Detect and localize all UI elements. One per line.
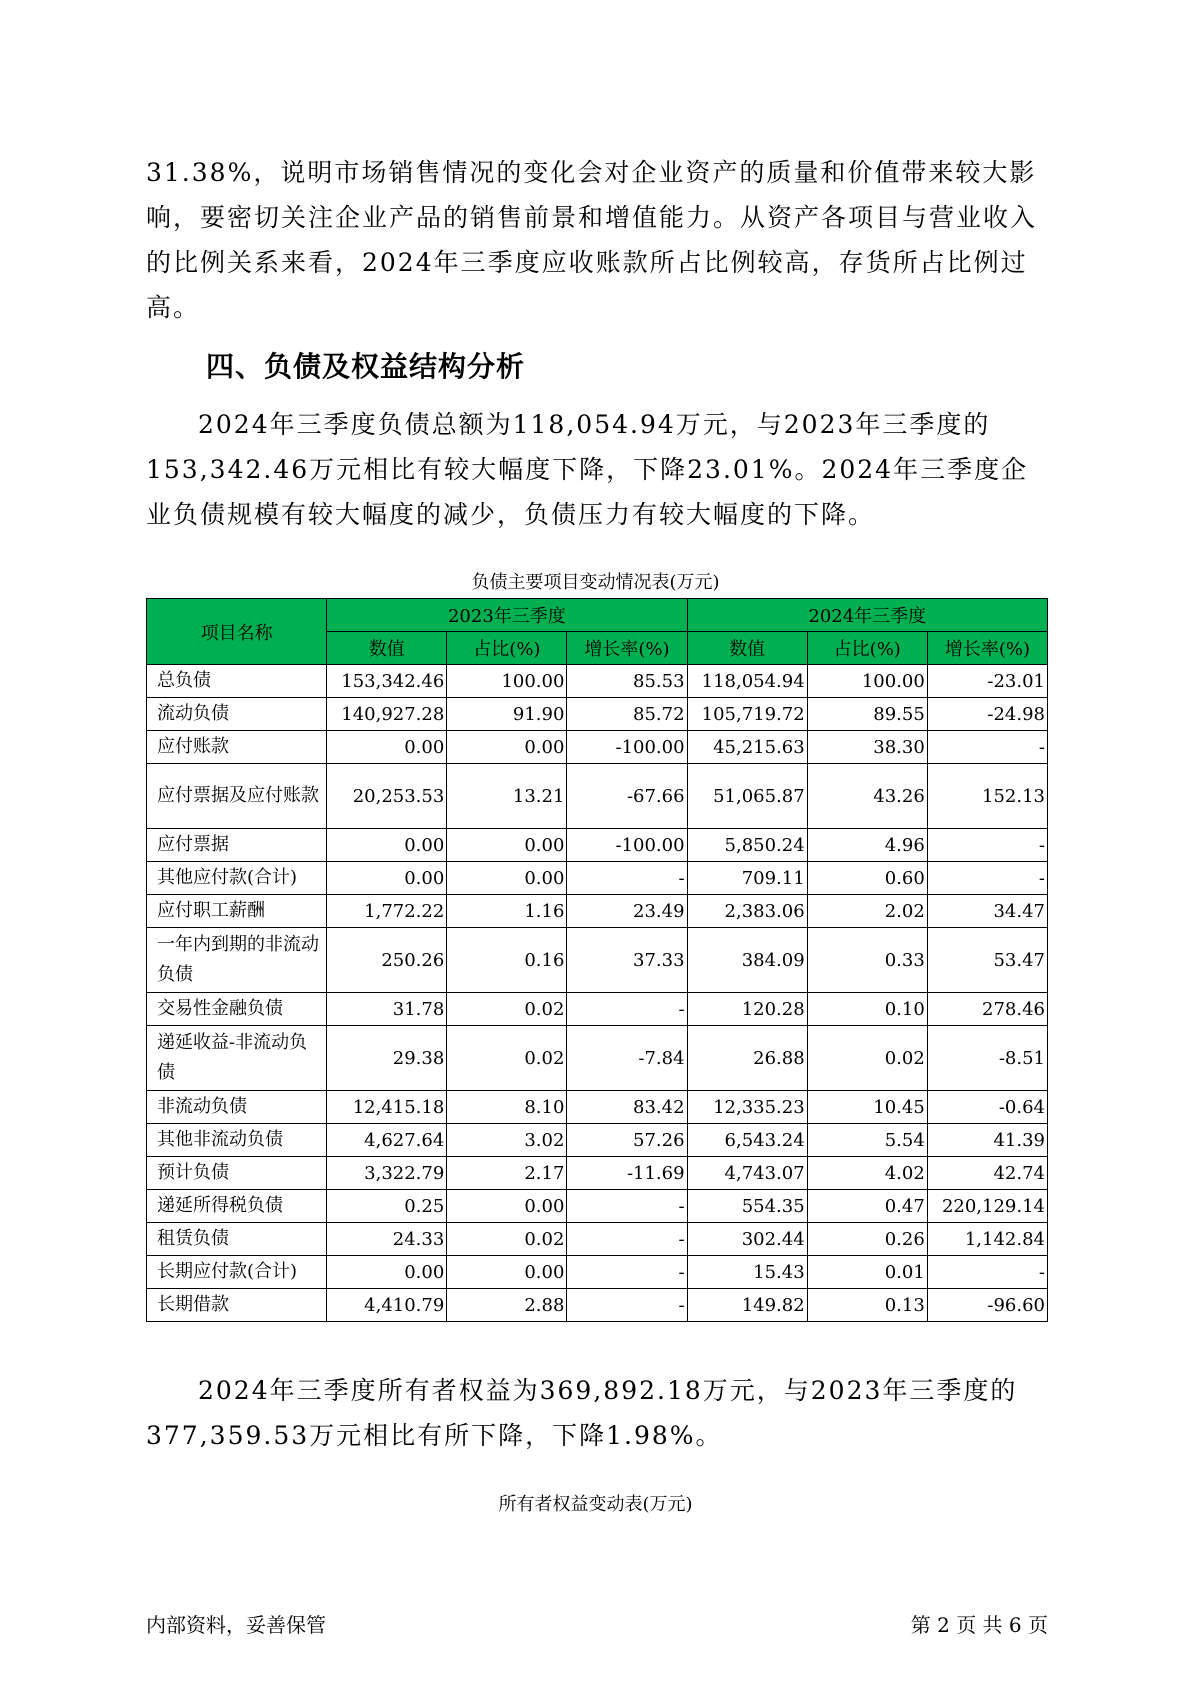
body-paragraph-2: 2024年三季度负债总额为118,054.94万元，与2023年三季度的153,342.46万元相比有较大幅度下降，下降23.01%。2024年三季度企业负债规模有较大幅度的减少，负债压力有较大幅度的下降。: [146, 410, 1029, 529]
col-header-growth-2024: 增长率(%): [927, 632, 1047, 665]
row-name: 预计负债: [147, 1157, 327, 1190]
growth-2024: 53.47: [927, 928, 1047, 993]
ratio-2023: 0.00: [447, 862, 567, 895]
value-2024: 12,335.23: [687, 1091, 807, 1124]
table-row: [147, 928, 1048, 993]
ratio-2024: 0.60: [807, 862, 927, 895]
growth-2023: -100.00: [567, 731, 687, 764]
ratio-2024: 5.54: [807, 1124, 927, 1157]
value-2023: 140,927.28: [327, 698, 447, 731]
ratio-2023: 0.00: [447, 731, 567, 764]
col-group-2024: 2024年三季度: [687, 599, 1047, 632]
ratio-2024: 0.13: [807, 1289, 927, 1322]
value-2023: 0.00: [327, 731, 447, 764]
growth-2024: -24.98: [927, 698, 1047, 731]
ratio-2024: 38.30: [807, 731, 927, 764]
row-name: 应付职工薪酬: [147, 895, 327, 928]
ratio-2023: 0.16: [447, 928, 567, 993]
growth-2023: 57.26: [567, 1124, 687, 1157]
value-2023: 0.00: [327, 1256, 447, 1289]
value-2024: 118,054.94: [687, 665, 807, 698]
col-header-value-2024: 数值: [687, 632, 807, 665]
growth-2023: -: [567, 993, 687, 1026]
ratio-2023: 0.02: [447, 993, 567, 1026]
value-2024: 6,543.24: [687, 1124, 807, 1157]
value-2024: 302.44: [687, 1223, 807, 1256]
ratio-2023: 0.02: [447, 1026, 567, 1091]
value-2024: 45,215.63: [687, 731, 807, 764]
value-2023: 3,322.79: [327, 1157, 447, 1190]
table-row: [147, 698, 1048, 731]
table-row: [147, 829, 1048, 862]
growth-2023: -: [567, 1256, 687, 1289]
growth-2024: 42.74: [927, 1157, 1047, 1190]
growth-2023: -: [567, 1289, 687, 1322]
value-2024: 51,065.87: [687, 764, 807, 829]
growth-2024: -96.60: [927, 1289, 1047, 1322]
table-row: [147, 895, 1048, 928]
row-name: 递延所得税负债: [147, 1190, 327, 1223]
row-name: 一年内到期的非流动负债: [147, 928, 327, 993]
ratio-2023: 0.02: [447, 1223, 567, 1256]
section-heading: 四、负债及权益结构分析: [206, 350, 526, 383]
table-row: [147, 731, 1048, 764]
ratio-2023: 2.17: [447, 1157, 567, 1190]
growth-2024: 278.46: [927, 993, 1047, 1026]
growth-2023: 23.49: [567, 895, 687, 928]
growth-2024: 220,129.14: [927, 1190, 1047, 1223]
growth-2023: 85.72: [567, 698, 687, 731]
ratio-2024: 2.02: [807, 895, 927, 928]
growth-2024: -: [927, 731, 1047, 764]
value-2024: 149.82: [687, 1289, 807, 1322]
ratio-2024: 0.02: [807, 1026, 927, 1091]
value-2024: 5,850.24: [687, 829, 807, 862]
ratio-2024: 10.45: [807, 1091, 927, 1124]
col-header-growth-2023: 增长率(%): [567, 632, 687, 665]
table-row: [147, 764, 1048, 829]
table-row: [147, 1190, 1048, 1223]
equity-table-caption: 所有者权益变动表(万元): [498, 1494, 693, 1515]
growth-2024: -: [927, 862, 1047, 895]
table-caption: 负债主要项目变动情况表(万元): [471, 572, 720, 593]
body-paragraph-3: 2024年三季度所有者权益为369,892.18万元，与2023年三季度的377,359.53万元相比有所下降，下降1.98%。: [146, 1376, 1018, 1450]
growth-2023: 85.53: [567, 665, 687, 698]
row-name: 长期借款: [147, 1289, 327, 1322]
ratio-2023: 3.02: [447, 1124, 567, 1157]
table-row: [147, 993, 1048, 1026]
row-name: 长期应付款(合计): [147, 1256, 327, 1289]
value-2024: 120.28: [687, 993, 807, 1026]
ratio-2023: 91.90: [447, 698, 567, 731]
row-name: 交易性金融负债: [147, 993, 327, 1026]
value-2023: 12,415.18: [327, 1091, 447, 1124]
ratio-2024: 0.47: [807, 1190, 927, 1223]
value-2024: 15.43: [687, 1256, 807, 1289]
growth-2023: -: [567, 862, 687, 895]
ratio-2024: 43.26: [807, 764, 927, 829]
value-2024: 105,719.72: [687, 698, 807, 731]
row-name: 应付账款: [147, 731, 327, 764]
value-2024: 709.11: [687, 862, 807, 895]
growth-2023: -: [567, 1223, 687, 1256]
row-name: 递延收益-非流动负债: [147, 1026, 327, 1091]
liabilities-table: [146, 598, 1048, 1322]
table-row: [147, 1026, 1048, 1091]
table-row: [147, 1157, 1048, 1190]
growth-2024: 152.13: [927, 764, 1047, 829]
value-2023: 20,253.53: [327, 764, 447, 829]
value-2023: 1,772.22: [327, 895, 447, 928]
growth-2024: -23.01: [927, 665, 1047, 698]
ratio-2023: 0.00: [447, 1256, 567, 1289]
value-2024: 2,383.06: [687, 895, 807, 928]
ratio-2023: 13.21: [447, 764, 567, 829]
value-2023: 0.00: [327, 829, 447, 862]
growth-2023: 37.33: [567, 928, 687, 993]
growth-2024: -: [927, 1256, 1047, 1289]
value-2023: 29.38: [327, 1026, 447, 1091]
growth-2023: -11.69: [567, 1157, 687, 1190]
value-2023: 4,627.64: [327, 1124, 447, 1157]
value-2023: 31.78: [327, 993, 447, 1026]
growth-2024: 1,142.84: [927, 1223, 1047, 1256]
row-name: 租赁负债: [147, 1223, 327, 1256]
value-2023: 4,410.79: [327, 1289, 447, 1322]
growth-2024: -: [927, 829, 1047, 862]
row-name: 非流动负债: [147, 1091, 327, 1124]
table-row: [147, 1124, 1048, 1157]
row-name: 应付票据: [147, 829, 327, 862]
ratio-2023: 0.00: [447, 829, 567, 862]
ratio-2024: 89.55: [807, 698, 927, 731]
ratio-2023: 2.88: [447, 1289, 567, 1322]
table-row: [147, 1289, 1048, 1322]
row-name: 应付票据及应付账款: [147, 764, 327, 829]
table-row: [147, 1256, 1048, 1289]
growth-2024: -0.64: [927, 1091, 1047, 1124]
value-2023: 153,342.46: [327, 665, 447, 698]
row-name: 其他应付款(合计): [147, 862, 327, 895]
ratio-2024: 0.01: [807, 1256, 927, 1289]
col-header-ratio-2024: 占比(%): [807, 632, 927, 665]
ratio-2024: 0.10: [807, 993, 927, 1026]
value-2023: 250.26: [327, 928, 447, 993]
footer-confidential: 内部资料，妥善保管: [146, 1613, 326, 1637]
col-group-2023: 2023年三季度: [327, 599, 687, 632]
col-header-ratio-2023: 占比(%): [447, 632, 567, 665]
row-name: 流动负债: [147, 698, 327, 731]
value-2024: 384.09: [687, 928, 807, 993]
col-header-value-2023: 数值: [327, 632, 447, 665]
ratio-2024: 4.96: [807, 829, 927, 862]
value-2023: 0.25: [327, 1190, 447, 1223]
value-2024: 554.35: [687, 1190, 807, 1223]
table-row: [147, 862, 1048, 895]
ratio-2023: 100.00: [447, 665, 567, 698]
table-row: [147, 665, 1048, 698]
growth-2024: -8.51: [927, 1026, 1047, 1091]
value-2023: 24.33: [327, 1223, 447, 1256]
footer-page-number: 第 2 页 共 6 页: [910, 1613, 1048, 1637]
growth-2023: -67.66: [567, 764, 687, 829]
ratio-2023: 1.16: [447, 895, 567, 928]
ratio-2023: 0.00: [447, 1190, 567, 1223]
ratio-2024: 0.26: [807, 1223, 927, 1256]
ratio-2024: 100.00: [807, 665, 927, 698]
growth-2024: 34.47: [927, 895, 1047, 928]
body-paragraph-1: 31.38%，说明市场销售情况的变化会对企业资产的质量和价值带来较大影响，要密切关注企业产品的销售前景和增值能力。从资产各项目与营业收入的比例关系来看，2024年三季度应收账款所占比例较高，存货所占比例过高。: [146, 158, 1038, 322]
table-row: [147, 1091, 1048, 1124]
table-row: [147, 1223, 1048, 1256]
growth-2023: -: [567, 1190, 687, 1223]
value-2024: 4,743.07: [687, 1157, 807, 1190]
growth-2023: 83.42: [567, 1091, 687, 1124]
growth-2023: -7.84: [567, 1026, 687, 1091]
row-name: 其他非流动负债: [147, 1124, 327, 1157]
row-name: 总负债: [147, 665, 327, 698]
growth-2023: -100.00: [567, 829, 687, 862]
value-2024: 26.88: [687, 1026, 807, 1091]
value-2023: 0.00: [327, 862, 447, 895]
growth-2024: 41.39: [927, 1124, 1047, 1157]
ratio-2023: 8.10: [447, 1091, 567, 1124]
col-header-item: 项目名称: [147, 599, 327, 665]
ratio-2024: 0.33: [807, 928, 927, 993]
ratio-2024: 4.02: [807, 1157, 927, 1190]
